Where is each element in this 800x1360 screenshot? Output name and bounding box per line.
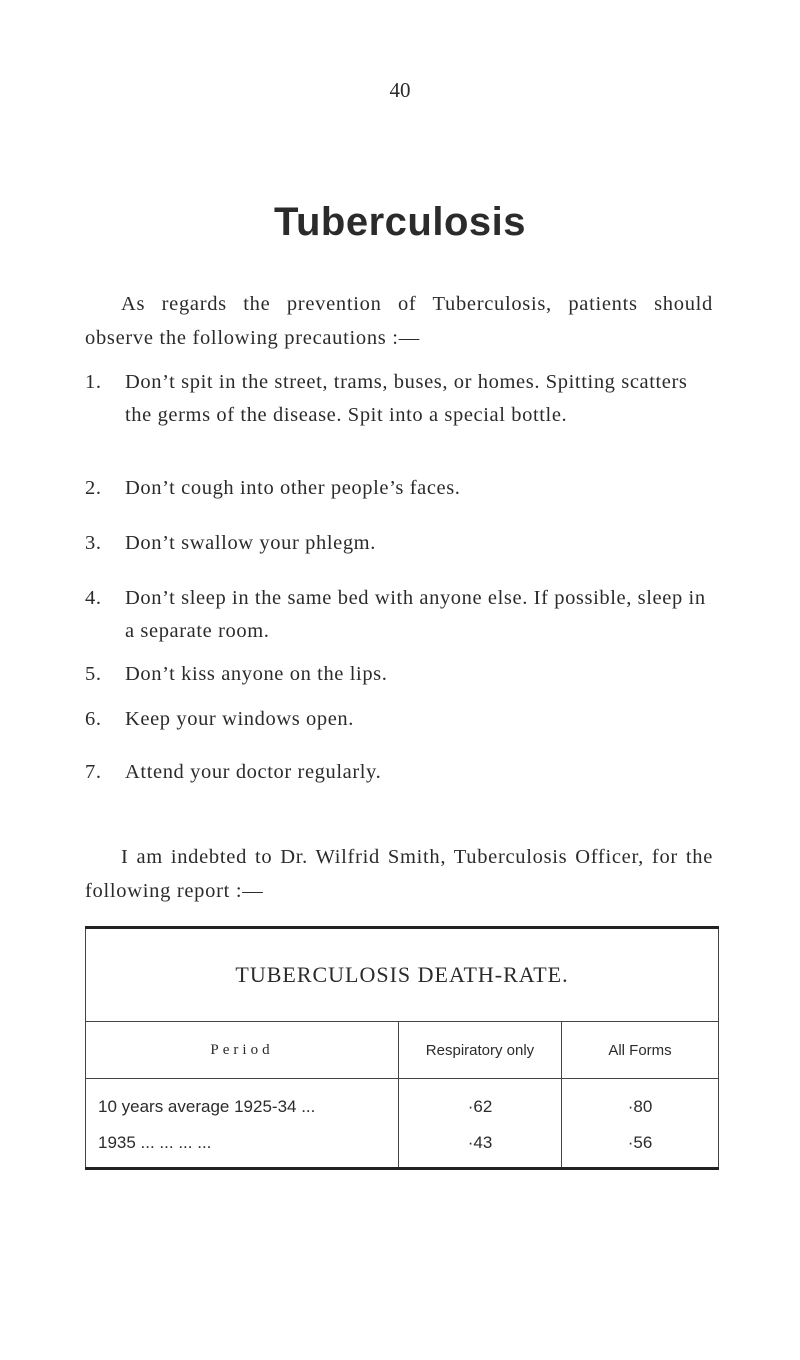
list-item: [85, 472, 713, 505]
intro-text: As regards the prevention of Tuberculosis, patients should observe the following precautions :—: [85, 293, 713, 349]
list-item-number: 4.: [85, 587, 102, 609]
list-item: [85, 756, 713, 789]
list-item-text: Don’t swallow your phlegm.: [125, 532, 376, 554]
table-row: [86, 1079, 719, 1126]
table-row: [86, 1125, 719, 1169]
page-number: 40: [389, 78, 411, 102]
list-item-number: 3.: [85, 532, 102, 554]
list-item-text: Don’t sleep in the same bed with anyone else. If possible, sleep in a separate room.: [125, 587, 706, 642]
list-item-number: 2.: [85, 477, 102, 499]
column-header-respiratory: Respiratory only: [399, 1022, 562, 1079]
list-item: [85, 582, 713, 648]
list-item-number: 7.: [85, 761, 102, 783]
column-header-all-forms: All Forms: [562, 1022, 719, 1079]
list-item: [85, 366, 713, 432]
table-caption: TUBERCULOSIS DEATH-RATE.: [86, 928, 719, 1022]
page-title: Tuberculosis: [274, 200, 526, 244]
period-cell: 1935 ... ... ... ...: [98, 1133, 212, 1152]
list-item-number: 5.: [85, 663, 102, 685]
list-item: [85, 527, 713, 560]
all-forms-cell: ·80: [562, 1079, 719, 1126]
respiratory-cell: ·43: [399, 1125, 562, 1169]
respiratory-cell: ·62: [399, 1079, 562, 1126]
closing-paragraph: [85, 840, 713, 908]
list-item-text: Keep your windows open.: [125, 708, 355, 730]
list-item-number: 6.: [85, 708, 102, 730]
closing-text: I am indebted to Dr. Wilfrid Smith, Tuberculosis Officer, for the following report :—: [85, 846, 713, 902]
list-item: [85, 703, 713, 736]
death-rate-table: [85, 926, 719, 1170]
period-cell: 10 years average 1925-34 ...: [98, 1097, 316, 1116]
list-item-text: Don’t kiss anyone on the lips.: [125, 663, 388, 685]
list-item-text: Don’t cough into other people’s faces.: [125, 477, 461, 499]
list-item: [85, 658, 713, 691]
list-item-text: Don’t spit in the street, trams, buses, or homes. Spitting scatters the germs of the disease. Spit into a special bottle.: [125, 371, 688, 426]
column-header-period: Period: [86, 1022, 399, 1079]
list-item-number: 1.: [85, 371, 102, 393]
all-forms-cell: ·56: [562, 1125, 719, 1169]
list-item-text: Attend your doctor regularly.: [125, 761, 382, 783]
death-rate-table-container: [85, 926, 719, 1170]
intro-paragraph: [85, 287, 713, 355]
